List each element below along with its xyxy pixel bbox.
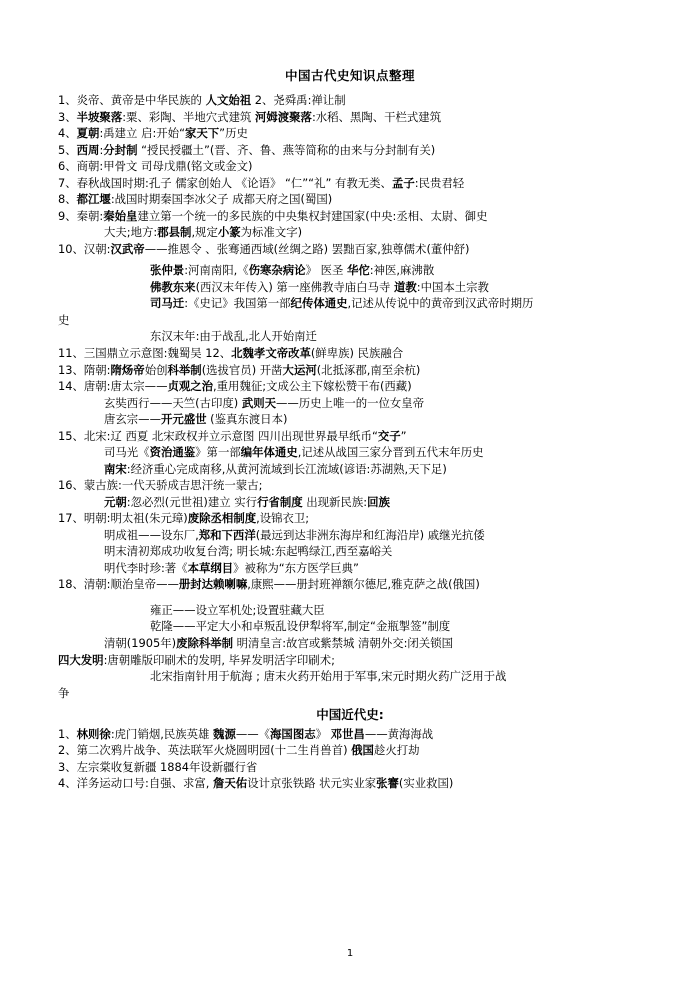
plain-text: 》第一部 [195, 445, 241, 460]
text-line [58, 494, 642, 511]
emphasized-text: 郑和下西洋 [198, 527, 256, 542]
emphasized-text: 资治通鉴 [149, 445, 196, 460]
emphasized-text: 西周 [76, 142, 100, 157]
page-number: 1 [346, 948, 354, 959]
emphasized-text: 汉武帝 [110, 241, 145, 256]
emphasized-text: 俄国 [351, 743, 374, 758]
paragraph-spacer [58, 593, 642, 602]
plain-text: 争 [58, 685, 70, 700]
plain-text: (北抵涿郡,南至余杭) [316, 362, 421, 377]
emphasized-text: 元朝 [104, 494, 127, 509]
plain-text: (实业救国) [398, 776, 454, 791]
text-line [58, 543, 642, 560]
text-line [58, 726, 642, 743]
emphasized-text: 北魏孝文帝改革 [231, 345, 311, 360]
text-line [58, 175, 642, 192]
text-line [58, 444, 642, 461]
plain-text: 设计京张铁路 状元实业家 [247, 776, 377, 791]
text-line [58, 345, 642, 362]
plain-text: 10、汉朝: [58, 241, 111, 256]
plain-text: ,记述从传说中的黄帝到汉武帝时期历 [347, 296, 534, 311]
plain-text: 乾隆——平定大小和卓叛乱设伊犁将军,制定“金瓶掣签”制度 [150, 619, 451, 634]
text-line [58, 378, 642, 395]
text-line [58, 685, 642, 702]
plain-text: 3、 [58, 109, 77, 124]
plain-text: ,设锦衣卫; [256, 511, 310, 526]
plain-text: 北宋指南针用于航海 ; 唐末火药开始用于军事,宋元时期火药广泛用于战 [150, 669, 507, 684]
emphasized-text: 道教 [393, 279, 417, 294]
plain-text: : [99, 142, 104, 157]
plain-text: (鉴真东渡日本) [206, 412, 288, 427]
plain-text: 建立第一个统一的多民族的中央集权封建国家(中央:丞相、太尉、御史 [137, 208, 488, 223]
text-line [58, 92, 642, 109]
emphasized-text: 小篆 [217, 225, 241, 240]
plain-text: 史 [58, 312, 70, 327]
plain-text: :民贵君轻 [414, 175, 465, 190]
text-line [58, 262, 642, 279]
plain-text: ——黄海海战 [364, 726, 434, 741]
text-line [58, 576, 642, 593]
emphasized-text: 家天下 [184, 126, 220, 141]
emphasized-text: 詹天佑 [213, 776, 248, 791]
text-line [58, 224, 642, 241]
plain-text: :禹建立 启:开始“ [99, 126, 185, 141]
plain-text: 玄奘西行——天竺(古印度) [104, 395, 242, 410]
plain-text: 14、唐朝:唐太宗—— [58, 379, 168, 394]
text-line [58, 618, 642, 635]
emphasized-text: 四大发明 [58, 652, 104, 667]
emphasized-text: 本草纲目 [187, 560, 234, 575]
emphasized-text: 隋炀帝 [110, 362, 145, 377]
plain-text: :《史记》我国第一部 [184, 296, 291, 311]
plain-text: 2、尧舜禹:禅让制 [251, 93, 346, 107]
plain-text: 》 医圣 [305, 263, 347, 278]
emphasized-text: 册封达赖喇嘛 [178, 577, 248, 592]
text-line [58, 775, 642, 792]
plain-text: ——《 [235, 726, 271, 741]
plain-text: :粟、彩陶、半地穴式建筑 [122, 109, 255, 124]
emphasized-text: 南宋 [104, 461, 127, 476]
text-line [58, 241, 642, 258]
emphasized-text: 废除丞相制度 [187, 511, 257, 526]
plain-text: ”历史 [219, 126, 248, 141]
emphasized-text: 林则徐 [76, 726, 111, 741]
text-line [58, 668, 642, 685]
plain-text: (西汉末年传入) 第一座佛教寺庙白马寺 [195, 279, 394, 294]
plain-text: 15、北宋:辽 西夏 北宋政权并立示意图 四川出现世界最早纸币“ [58, 428, 378, 443]
plain-text: 唐玄宗—— [104, 412, 161, 427]
plain-text: 13、隋朝: [58, 362, 111, 377]
emphasized-text: 交子 [377, 428, 401, 443]
plain-text: (鲜卑族) 民族融合 [310, 345, 404, 360]
plain-text: :唐朝雕版印刷术的发明, 毕昇发明活字印刷术; [103, 652, 335, 667]
text-line [58, 510, 642, 527]
text-line [58, 208, 642, 225]
emphasized-text: 海国图志 [270, 726, 316, 741]
plain-text: 6、商朝:甲骨文 司母戊鼎(铭文或金文) [58, 159, 253, 174]
ancient-history-section [58, 92, 642, 701]
emphasized-text: 半坡聚落 [76, 109, 123, 124]
plain-text: :河南南阳,《 [184, 263, 249, 278]
emphasized-text: 郡县制 [157, 225, 192, 240]
plain-text: 9、秦朝: [58, 208, 104, 223]
text-line [58, 328, 642, 345]
plain-text: ” [400, 428, 407, 443]
plain-text: :战国时期秦国李冰父子 成都天府之国(蜀国) [110, 192, 333, 207]
plain-text: (选拔官员) 开凿 [201, 362, 283, 377]
plain-text: ——历史上唯一的一位女皇帝 [276, 395, 425, 410]
plain-text: 明成祖——设东厂, [104, 527, 199, 542]
plain-text: ,规定 [191, 225, 218, 240]
plain-text: ,记述从战国三家分晋到五代末年历史 [297, 445, 484, 460]
emphasized-text: 秦始皇 [103, 208, 138, 223]
page-title: 中国古代史知识点整理 [284, 68, 415, 83]
plain-text: 》 [315, 726, 331, 741]
plain-text: 8、 [58, 192, 77, 207]
emphasized-text: 废除科举制 [176, 636, 234, 650]
emphasized-text: 分封制 [103, 142, 138, 157]
text-line [58, 312, 642, 329]
plain-text: 1、炎帝、黄帝是中华民族的 [58, 93, 206, 107]
plain-text: 清朝(1905年) [104, 636, 177, 650]
emphasized-text: 张仲景 [150, 263, 185, 278]
text-line [58, 635, 642, 652]
plain-text: 明末清初郑成功收复台湾; 明长城:东起鸭绿江,西至嘉峪关 [104, 544, 393, 559]
emphasized-text: 贞观之治 [167, 379, 214, 394]
plain-text: :中国本土宗教 [416, 279, 489, 294]
text-line [58, 109, 642, 126]
text-line [58, 461, 642, 478]
text-line [58, 395, 642, 412]
text-line [58, 560, 642, 577]
plain-text: 11、三国鼎立示意图:魏蜀吴 12、 [58, 345, 232, 360]
emphasized-text: 回族 [367, 494, 390, 509]
text-line [58, 125, 642, 142]
plain-text: 4、 [58, 126, 77, 141]
plain-text: ,康熙——册封班禅额尔德尼,雅克萨之战(俄国) [247, 577, 480, 592]
plain-text: :神医,麻沸散 [369, 263, 435, 278]
text-line [58, 362, 642, 379]
plain-text: 3、左宗棠收复新疆 1884年设新疆行省 [58, 759, 258, 774]
plain-text: 出现新民族: [302, 494, 368, 509]
plain-text: 明代李时珍:著《 [104, 560, 188, 575]
plain-text: 明清皇言:故宫或紫禁城 清朝外交:闭关锁国 [233, 636, 453, 650]
emphasized-text: 人文始祖 [205, 93, 252, 107]
plain-text: ,重用魏征;文成公主下嫁松赞干布(西藏) [213, 379, 412, 394]
emphasized-text: 开元盛世 [160, 412, 207, 427]
plain-text: 7、春秋战国时期:孔子 儒家创始人 《论语》 “仁”“礼” 有教无类、 [58, 175, 392, 190]
emphasized-text: 魏源 [213, 726, 236, 741]
emphasized-text: 都江堰 [76, 192, 111, 207]
text-line [58, 652, 642, 669]
plain-text: 大夫;地方: [104, 225, 158, 240]
emphasized-text: 伤寒杂病论 [248, 263, 306, 278]
emphasized-text: 行省制度 [257, 494, 303, 509]
plain-text: :水稻、黑陶、干栏式建筑 [311, 109, 442, 124]
emphasized-text: 编年体通史 [240, 445, 298, 460]
emphasized-text: 佛教东来 [150, 279, 196, 294]
emphasized-text: 司马迁 [150, 296, 185, 311]
plain-text: ——推恩令 、张骞通西域(丝绸之路) 罢黜百家,独尊儒术(董仲舒) [144, 241, 470, 256]
plain-text: 雍正——设立军机处;设置驻藏大臣 [150, 602, 325, 617]
emphasized-text: 武则天 [241, 395, 276, 410]
plain-text: 》被称为“东方医学巨典” [233, 560, 359, 575]
text-line [58, 428, 642, 445]
plain-text: 始创 [144, 362, 168, 377]
text-line [58, 602, 642, 619]
text-line [58, 411, 642, 428]
plain-text: :忽必烈(元世祖)建立 实行 [126, 494, 258, 509]
plain-text: 1、 [58, 726, 77, 741]
text-line [58, 191, 642, 208]
modern-history-section [58, 726, 642, 792]
text-line [58, 142, 642, 159]
plain-text: (最远到达非洲东海岸和红海沿岸) 戚继光抗倭 [255, 527, 485, 542]
emphasized-text: 孟子 [391, 175, 415, 190]
plain-text: 趁火打劫 [373, 743, 420, 758]
emphasized-text: 大运河 [282, 362, 317, 377]
text-line [58, 477, 642, 494]
text-line [58, 742, 642, 759]
emphasized-text: 张謇 [376, 776, 399, 791]
emphasized-text: 邓世昌 [330, 726, 365, 741]
plain-text: 17、明朝:明太祖(朱元璋) [58, 511, 188, 526]
plain-text: 4、洋务运动口号:自强、求富, [58, 776, 214, 791]
plain-text: 东汉末年:由于战乱,北人开始南迁 [150, 329, 317, 344]
text-line [58, 158, 642, 175]
emphasized-text: 河姆渡聚落 [254, 109, 312, 124]
plain-text: 16、蒙古族:一代天骄成吉思汗统一蒙古; [58, 478, 263, 493]
emphasized-text: 华佗 [347, 263, 370, 278]
plain-text: :虎门销烟,民族英雄 [110, 726, 214, 741]
text-line [58, 527, 642, 544]
text-line [58, 295, 642, 312]
plain-text: 司马光《 [104, 445, 150, 460]
emphasized-text: 夏朝 [76, 126, 100, 141]
emphasized-text: 纪传体通史 [290, 296, 348, 311]
modern-history-heading: 中国近代史: [316, 707, 384, 723]
text-line [58, 759, 642, 776]
plain-text: “授民授疆土”(晋、齐、鲁、燕等简称的由来与分封制有关) [137, 142, 436, 157]
plain-text: 2、第二次鸦片战争、英法联军火烧圆明园(十二生肖兽首) [58, 743, 352, 758]
plain-text: :经济重心完成南移,从黄河流域到长江流域(谚语:苏湖熟,天下足) [126, 461, 447, 476]
plain-text: 18、清朝:顺治皇帝—— [58, 577, 179, 592]
plain-text: 为标准文字) [240, 225, 303, 240]
text-line [58, 279, 642, 296]
plain-text: 5、 [58, 142, 77, 157]
emphasized-text: 科举制 [167, 362, 202, 377]
